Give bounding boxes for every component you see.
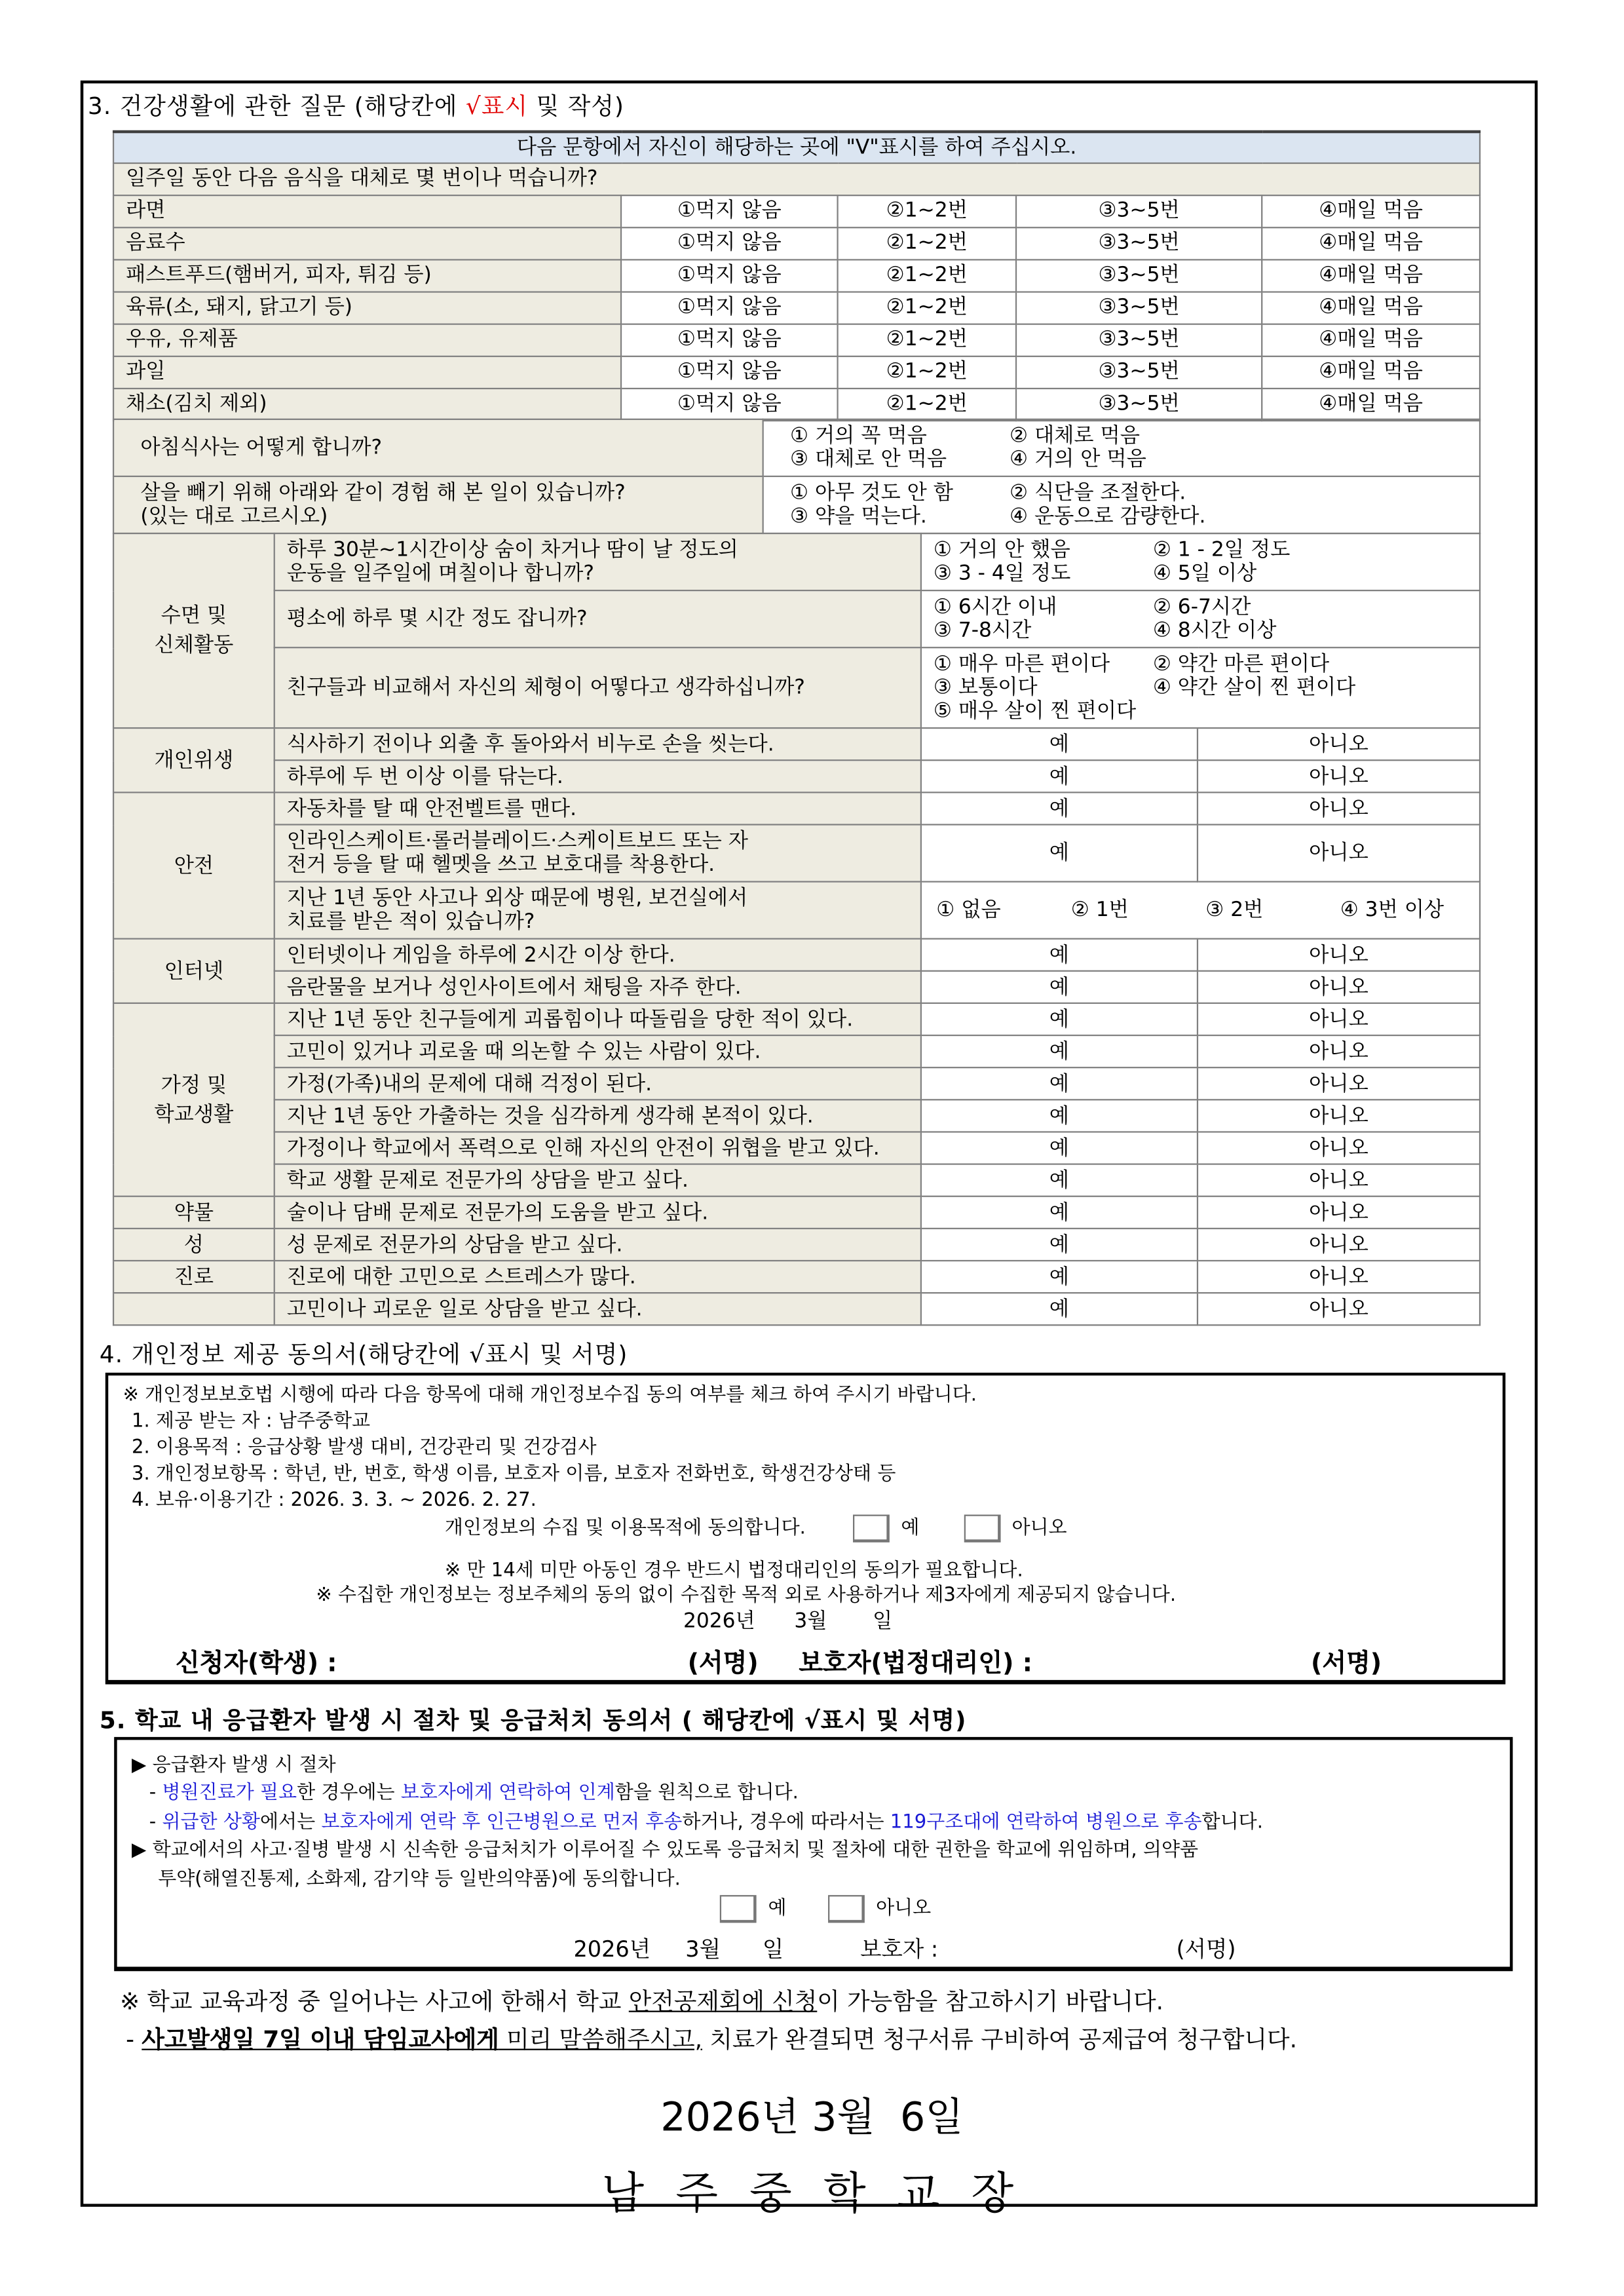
text-segment: 합니다. <box>1201 1811 1263 1834</box>
option-choice[interactable]: ④ 3번 이상 <box>1340 898 1445 922</box>
para-line: 투약(해열진통제, 소화제, 감기약 등 일반의약품)에 동의합니다. <box>158 1868 681 1891</box>
option-choice[interactable]: ③ 2번 <box>1205 898 1264 922</box>
applicant-label: 신청자(학생) : <box>175 1649 337 1679</box>
question-line: 하루에 두 번 이상 이를 닦는다. <box>286 764 563 788</box>
category-row <box>113 792 1480 824</box>
text-segment: - <box>149 1782 162 1805</box>
food-row <box>113 195 1480 227</box>
food-name: 채소(김치 제외) <box>113 388 621 420</box>
no-option[interactable]: 아니오 <box>1198 939 1480 971</box>
option-line <box>790 448 1467 471</box>
yes-option[interactable]: 예 <box>921 1003 1198 1035</box>
no-option[interactable]: 아니오 <box>1198 728 1480 760</box>
question-line: 치료를 받은 적이 있습니까? <box>286 910 535 934</box>
question-line: 가정이나 학교에서 폭력으로 인해 자신의 안전이 위협을 받고 있다. <box>286 1136 880 1160</box>
food-option[interactable]: ④매일 먹음 <box>1262 259 1480 291</box>
text-segment: 에서는 <box>260 1811 322 1834</box>
yes-option[interactable]: 예 <box>921 1293 1198 1325</box>
no-option[interactable]: 아니오 <box>1198 1132 1480 1164</box>
question <box>274 1293 921 1325</box>
food-name: 음료수 <box>113 227 621 259</box>
food-option[interactable]: ②1~2번 <box>838 388 1016 420</box>
privacy-consent-line <box>445 1512 1067 1542</box>
question-line: 고민이나 괴로운 일로 상담을 받고 싶다. <box>286 1297 643 1321</box>
food-option[interactable]: ①먹지 않음 <box>621 291 838 323</box>
category-label <box>113 1196 274 1229</box>
food-option[interactable]: ②1~2번 <box>838 324 1016 356</box>
question <box>274 1003 921 1035</box>
privacy-item: 3. 개인정보항목 : 학년, 반, 번호, 학생 이름, 보호자 이름, 보호자 전화번호, 학생건강상태 등 <box>131 1463 896 1485</box>
weight-question <box>113 476 763 533</box>
category-label <box>113 939 274 1003</box>
no-option[interactable]: 아니오 <box>1198 1196 1480 1229</box>
health-category-table <box>113 533 1481 1326</box>
emergency-guardian-sign[interactable]: (서명) <box>1176 1936 1236 1962</box>
category-label <box>113 792 274 938</box>
option-choice[interactable]: ② 1번 <box>1070 898 1129 922</box>
highlighted-text: 병원진료가 필요 <box>162 1782 297 1805</box>
emergency-procedure-line <box>149 1806 1263 1833</box>
food-option[interactable]: ①먹지 않음 <box>621 356 838 388</box>
para-line: 학교에서의 사고·질병 발생 시 신속한 응급처치가 이루어질 수 있도록 응급처치 및 절차에 대한 권한을 학교에 위임하며, 의약품 <box>152 1839 1199 1862</box>
section4-title: 4. 개인정보 제공 동의서(해당칸에 √표시 및 서명) <box>99 1340 628 1369</box>
section3-title <box>88 88 624 121</box>
no-option[interactable]: 아니오 <box>1198 1229 1480 1261</box>
option-line <box>934 653 1467 676</box>
category-row <box>113 1067 1480 1100</box>
emergency-yes-no <box>720 1892 931 1923</box>
yes-option[interactable]: 예 <box>921 1100 1198 1132</box>
breakfast-question: 아침식사는 어떻게 합니까? <box>113 419 763 476</box>
yes-option[interactable]: 예 <box>921 824 1198 881</box>
option-choice[interactable]: ① 거의 꼭 먹음 <box>789 424 927 448</box>
yes-label: 예 <box>768 1898 787 1921</box>
food-option[interactable]: ①먹지 않음 <box>621 388 838 420</box>
food-row <box>113 227 1480 259</box>
category-row <box>113 824 1480 881</box>
question-line: 전거 등을 탈 때 헬멧을 쓰고 보호대를 착용한다. <box>286 853 715 877</box>
category-label-line: 성 <box>183 1233 204 1257</box>
option-line <box>934 700 1467 723</box>
food-name: 과일 <box>113 356 621 388</box>
emergency-guardian-label: 보호자 : <box>860 1936 939 1962</box>
food-row <box>113 291 1480 323</box>
question-line: 진로에 대한 고민으로 스트레스가 많다. <box>286 1265 636 1289</box>
emergency-procedure-line <box>149 1776 799 1804</box>
question-line: 인터넷이나 게임을 하루에 2시간 이상 한다. <box>286 943 675 967</box>
food-option[interactable]: ④매일 먹음 <box>1262 227 1480 259</box>
yes-option[interactable]: 예 <box>921 728 1198 760</box>
option-choice[interactable]: ④ 약간 살이 찐 편이다 <box>1152 676 1356 700</box>
category-row <box>113 1035 1480 1067</box>
yes-option[interactable]: 예 <box>921 1261 1198 1293</box>
instruction-header: 다음 문항에서 자신이 해당하는 곳에 "V"표시를 하여 주십시오. <box>113 132 1480 163</box>
food-option[interactable]: ③3~5번 <box>1016 388 1262 420</box>
option-choice[interactable]: ① 아무 것도 안 함 <box>789 481 953 505</box>
no-option[interactable]: 아니오 <box>1198 824 1480 881</box>
option-choice[interactable]: ② 약간 마른 편이다 <box>1152 653 1330 676</box>
note-text: 이 가능함을 참고하시기 바랍니다. <box>817 1987 1163 2016</box>
no-option[interactable]: 아니오 <box>1198 1164 1480 1196</box>
category-row <box>113 647 1480 728</box>
option-choice[interactable]: ① 없음 <box>936 898 1001 922</box>
question-line: 학교 생활 문제로 전문가의 상담을 받고 싶다. <box>286 1168 689 1193</box>
yes-option[interactable]: 예 <box>921 760 1198 792</box>
breakfast-options[interactable] <box>763 419 1480 476</box>
food-option[interactable]: ②1~2번 <box>838 195 1016 227</box>
category-row <box>113 1003 1480 1035</box>
option-line <box>934 539 1467 562</box>
category-row <box>113 939 1480 971</box>
category-row <box>113 1196 1480 1229</box>
food-option[interactable]: ②1~2번 <box>838 227 1016 259</box>
yes-option[interactable]: 예 <box>921 1035 1198 1067</box>
option-line <box>790 425 1467 448</box>
section5-title: 5. 학교 내 응급환자 발생 시 절차 및 응급처치 동의서 ( 해당칸에 √표시 및 서명) <box>99 1706 967 1734</box>
question-line: 운동을 일주일에 며칠이나 합니까? <box>286 562 594 586</box>
check-mark-label: √표시 <box>466 92 529 121</box>
yes-option[interactable]: 예 <box>921 971 1198 1003</box>
yes-option[interactable]: 예 <box>921 1132 1198 1164</box>
question-line: 지난 1년 동안 사고나 외상 때문에 병원, 보건실에서 <box>286 887 748 911</box>
option-choice[interactable]: ④ 운동으로 감량한다. <box>1009 505 1206 529</box>
food-option[interactable]: ②1~2번 <box>838 356 1016 388</box>
no-option[interactable]: 아니오 <box>1198 760 1480 792</box>
no-option[interactable]: 아니오 <box>1198 1261 1480 1293</box>
school-principal: 남 주 중 학 교 장 <box>601 2168 1023 2220</box>
option-choice[interactable]: ③ 약을 먹는다. <box>789 505 927 529</box>
guardian-label: 보호자(법정대리인) : <box>799 1649 1032 1679</box>
category-row <box>113 590 1480 647</box>
multi-options <box>921 647 1480 728</box>
category-label <box>113 533 274 728</box>
food-name: 패스트푸드(햄버거, 피자, 튀김 등) <box>113 259 621 291</box>
option-choice[interactable]: ② 1 - 2일 정도 <box>1152 538 1291 562</box>
category-row <box>113 882 1480 939</box>
count-options <box>921 882 1480 939</box>
option-choice[interactable]: ⑤ 매우 살이 찐 편이다 <box>933 699 1137 723</box>
option-choice[interactable]: ① 매우 마른 편이다 <box>933 653 1110 676</box>
no-label: 아니오 <box>876 1898 932 1921</box>
question <box>274 1229 921 1261</box>
question-line: 자동차를 탈 때 안전벨트를 맨다. <box>286 797 577 820</box>
question-line: 지난 1년 동안 친구들에게 괴롭힘이나 따돌림을 당한 적이 있다. <box>286 1007 854 1031</box>
option-choice[interactable]: ④ 거의 안 먹음 <box>1009 448 1146 472</box>
category-label <box>113 1261 274 1293</box>
yes-label: 예 <box>901 1517 920 1540</box>
yes-option[interactable]: 예 <box>921 1164 1198 1196</box>
no-option[interactable]: 아니오 <box>1198 792 1480 824</box>
option-line <box>934 619 1467 643</box>
privacy-item: 4. 보유·이용기간 : 2026. 3. 3. ~ 2026. 2. 27. <box>131 1489 537 1512</box>
category-label <box>113 1003 274 1196</box>
option-choice[interactable]: ② 식단을 조절한다. <box>1009 481 1186 505</box>
option-line <box>934 562 1467 586</box>
question-line: 식사하기 전이나 외출 후 돌아와서 비누로 손을 씻는다. <box>286 732 774 756</box>
applicant-sign[interactable]: (서명) <box>687 1649 759 1679</box>
text-segment: 한 경우에는 <box>297 1782 401 1805</box>
category-row <box>113 1132 1480 1164</box>
option-line <box>790 505 1467 528</box>
option-line <box>934 596 1467 619</box>
category-label-line: 신체활동 <box>154 634 234 657</box>
option-choice[interactable]: ③ 7-8시간 <box>933 619 1032 643</box>
question-line: 평소에 하루 몇 시간 정도 잡니까? <box>286 607 588 631</box>
option-choice[interactable]: ③ 대체로 안 먹음 <box>789 448 947 472</box>
question <box>274 590 921 647</box>
option-line <box>790 482 1467 505</box>
question <box>274 1164 921 1196</box>
question <box>274 647 921 728</box>
food-option[interactable]: ①먹지 않음 <box>621 259 838 291</box>
weight-question-line: 살을 빼기 위해 아래와 같이 경험 해 본 일이 있습니까? <box>140 481 626 505</box>
question-line: 친구들과 비교해서 자신의 체형이 어떻다고 생각하십니까? <box>286 676 805 700</box>
privacy-item: 2. 이용목적 : 응급상황 발생 대비, 건강관리 및 건강검사 <box>131 1437 597 1459</box>
food-option[interactable]: ①먹지 않음 <box>621 195 838 227</box>
yes-option[interactable]: 예 <box>921 792 1198 824</box>
issue-date: 2026년 3월 6일 <box>660 2095 964 2141</box>
food-option[interactable]: ③3~5번 <box>1016 195 1262 227</box>
consent-no-checkbox[interactable] <box>964 1514 1000 1542</box>
food-option[interactable]: ③3~5번 <box>1016 227 1262 259</box>
no-option[interactable]: 아니오 <box>1198 971 1480 1003</box>
food-row <box>113 259 1480 291</box>
category-label-line: 수면 및 <box>161 604 227 628</box>
category-row <box>113 728 1480 760</box>
question-line: 고민이 있거나 괴로울 때 의논할 수 있는 사람이 있다. <box>286 1039 761 1063</box>
category-label-line: 인터넷 <box>164 959 224 983</box>
weight-question-line: (있는 대로 고르시오) <box>140 505 328 529</box>
emergency-heading-text: 응급환자 발생 시 절차 <box>152 1754 336 1777</box>
note-bold: 사고발생일 7일 이내 담임교사에게 <box>142 2025 499 2054</box>
triangle-bullet-icon: ▶ <box>131 1754 153 1777</box>
question <box>274 882 921 939</box>
option-choice[interactable]: ① 거의 안 했음 <box>933 538 1070 562</box>
category-row <box>113 760 1480 792</box>
food-option[interactable]: ③3~5번 <box>1016 324 1262 356</box>
category-label-line: 안전 <box>174 854 214 877</box>
category-label-line: 학교생활 <box>154 1102 234 1126</box>
section3-title-text: 3. 건강생활에 관한 질문 (해당칸에 <box>87 92 466 121</box>
claim-note <box>126 2021 1297 2054</box>
weight-options[interactable] <box>763 476 1480 533</box>
no-option[interactable]: 아니오 <box>1198 1035 1480 1067</box>
food-row <box>113 356 1480 388</box>
option-choice[interactable]: ① 6시간 이내 <box>933 595 1057 619</box>
food-frequency-table <box>113 130 1481 421</box>
highlighted-text: 119구조대에 연락하여 병원으로 후송 <box>890 1811 1202 1834</box>
question-line: 음란물을 보거나 성인사이트에서 채팅을 자주 한다. <box>286 975 742 999</box>
insurance-note <box>120 1983 1163 2016</box>
question <box>274 824 921 881</box>
question-line: 술이나 담배 문제로 전문가의 도움을 받고 싶다. <box>286 1200 709 1225</box>
emergency-consent-box <box>114 1737 1513 1971</box>
no-option[interactable]: 아니오 <box>1198 1003 1480 1035</box>
category-row <box>113 1293 1480 1325</box>
privacy-note: ※ 만 14세 미만 아동인 경우 반드시 법정대리인의 동의가 필요합니다. <box>444 1559 1023 1582</box>
question <box>274 1196 921 1229</box>
category-row <box>113 1164 1480 1196</box>
question-line: 지난 1년 동안 가출하는 것을 심각하게 생각해 본적이 있다. <box>286 1104 814 1128</box>
breakfast-weight-table <box>113 419 1481 534</box>
category-label <box>113 728 274 792</box>
yes-option[interactable]: 예 <box>921 939 1198 971</box>
category-row <box>113 971 1480 1003</box>
category-label-line: 진로 <box>174 1265 214 1289</box>
question <box>274 760 921 792</box>
emergency-date: 2026년 3월 일 <box>573 1936 784 1962</box>
question-line: 가정(가족)내의 문제에 대해 걱정이 된다. <box>286 1071 652 1096</box>
yes-option[interactable]: 예 <box>921 1067 1198 1100</box>
category-row <box>113 1100 1480 1132</box>
question <box>274 1100 921 1132</box>
privacy-intro: ※ 개인정보보호법 시행에 따라 다음 항목에 대해 개인정보수집 동의 여부를 체크 하여 주시기 바랍니다. <box>123 1384 977 1407</box>
food-option[interactable]: ①먹지 않음 <box>621 227 838 259</box>
food-option[interactable]: ④매일 먹음 <box>1262 195 1480 227</box>
category-row <box>113 1229 1480 1261</box>
food-option[interactable]: ④매일 먹음 <box>1262 324 1480 356</box>
emergency-yes-checkbox[interactable] <box>720 1895 757 1923</box>
food-name: 라면 <box>113 195 621 227</box>
question <box>274 1261 921 1293</box>
food-option[interactable]: ④매일 먹음 <box>1262 291 1480 323</box>
yes-option[interactable]: 예 <box>921 1196 1198 1229</box>
question <box>274 792 921 824</box>
food-option[interactable]: ④매일 먹음 <box>1262 388 1480 420</box>
question-line: 성 문제로 전문가의 상담을 받고 싶다. <box>286 1233 623 1257</box>
option-choice[interactable]: ③ 3 - 4일 정도 <box>933 562 1071 586</box>
food-option[interactable]: ③3~5번 <box>1016 356 1262 388</box>
food-option[interactable]: ③3~5번 <box>1016 291 1262 323</box>
no-option[interactable]: 아니오 <box>1198 1293 1480 1325</box>
emergency-no-checkbox[interactable] <box>827 1895 864 1923</box>
food-row <box>113 388 1480 420</box>
question-line: 인라인스케이트·롤러블레이드·스케이트보드 또는 자 <box>286 830 748 854</box>
consent-yes-checkbox[interactable] <box>853 1514 890 1542</box>
note-underlined: 안전공제회에 신청 <box>628 1987 818 2016</box>
emergency-consent-paragraph <box>132 1833 1198 1861</box>
option-choice[interactable]: ③ 보통이다 <box>933 676 1038 700</box>
question <box>274 939 921 971</box>
guardian-sign[interactable]: (서명) <box>1311 1649 1382 1679</box>
category-label <box>113 1229 274 1261</box>
consent-date: 2026년 3월 일 <box>683 1609 893 1634</box>
food-question: 일주일 동안 다음 음식을 대체로 몇 번이나 먹습니까? <box>113 163 1480 195</box>
option-choice[interactable]: ② 6-7시간 <box>1152 595 1251 619</box>
note-text: ※ 학교 교육과정 중 일어나는 사고에 한해서 학교 <box>120 1987 629 2016</box>
category-label-line: 가정 및 <box>161 1073 227 1097</box>
category-label-line: 개인위생 <box>154 748 234 773</box>
text-segment: - <box>149 1811 162 1834</box>
category-label-line: 약물 <box>174 1200 214 1225</box>
food-name: 육류(소, 돼지, 닭고기 등) <box>113 291 621 323</box>
section3-title-suffix: 및 작성) <box>528 92 625 121</box>
food-option[interactable]: ③3~5번 <box>1016 259 1262 291</box>
yes-option[interactable]: 예 <box>921 1229 1198 1261</box>
no-option[interactable]: 아니오 <box>1198 1067 1480 1100</box>
multi-options <box>921 533 1480 590</box>
consent-text: 개인정보의 수집 및 이용목적에 동의합니다. <box>444 1517 806 1540</box>
question <box>274 1067 921 1100</box>
category-row <box>113 1261 1480 1293</box>
option-choice[interactable]: ② 대체로 먹음 <box>1009 424 1140 448</box>
triangle-bullet-icon: ▶ <box>131 1839 153 1862</box>
note-text: 치료가 완결되면 청구서류 구비하여 공제급여 청구합니다. <box>702 2025 1297 2054</box>
highlighted-text: 보호자에게 연락하여 인계 <box>400 1782 615 1805</box>
multi-options <box>921 590 1480 647</box>
note-underlined: 미리 말씀해주시고, <box>499 2025 702 2054</box>
option-choice[interactable]: ④ 5일 이상 <box>1152 562 1257 586</box>
question <box>274 533 921 590</box>
highlighted-text: 위급한 상황 <box>162 1811 261 1834</box>
option-line <box>934 676 1467 700</box>
emergency-heading <box>132 1749 336 1776</box>
privacy-consent-box <box>105 1373 1505 1685</box>
option-choice[interactable]: ④ 8시간 이상 <box>1152 619 1277 643</box>
highlighted-text: 보호자에게 연락 후 인근병원으로 먼저 후송 <box>321 1811 683 1834</box>
privacy-item: 1. 제공 받는 자 : 남주중학교 <box>131 1410 371 1433</box>
question <box>274 971 921 1003</box>
question <box>274 728 921 760</box>
privacy-note: ※ 수집한 개인정보는 정보주체의 동의 없이 수집한 목적 외로 사용하거나 제3자에게 제공되지 않습니다. <box>316 1584 1177 1607</box>
food-row <box>113 324 1480 356</box>
question-line: 하루 30분~1시간이상 숨이 차거나 땀이 날 정도의 <box>286 538 738 562</box>
category-label <box>113 1293 274 1325</box>
food-option[interactable]: ①먹지 않음 <box>621 324 838 356</box>
no-option[interactable]: 아니오 <box>1198 1100 1480 1132</box>
text-segment: 하거나, 경우에 따라서는 <box>682 1811 890 1834</box>
question <box>274 1035 921 1067</box>
text-segment: 함을 원칙으로 합니다. <box>614 1782 799 1805</box>
category-row <box>113 533 1480 590</box>
food-option[interactable]: ④매일 먹음 <box>1262 356 1480 388</box>
food-option[interactable]: ②1~2번 <box>838 259 1016 291</box>
food-option[interactable]: ②1~2번 <box>838 291 1016 323</box>
note-dash: - <box>126 2025 142 2054</box>
question <box>274 1132 921 1164</box>
food-name: 우유, 유제품 <box>113 324 621 356</box>
no-label: 아니오 <box>1011 1517 1067 1540</box>
